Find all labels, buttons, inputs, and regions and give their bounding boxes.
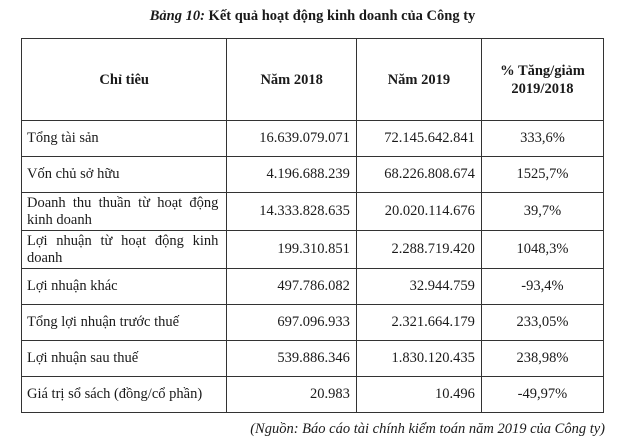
row-change: 238,98% [481, 341, 603, 377]
table-header-row [22, 39, 604, 121]
header-change: % Tăng/giảm 2019/2018 [481, 39, 603, 121]
caption-title: Kết quả hoạt động kinh doanh của Công ty [208, 8, 476, 24]
row-value-2018: 199.310.851 [227, 231, 357, 269]
row-item: Giá trị sổ sách (đồng/cổ phần) [22, 377, 227, 413]
row-value-2019: 2.321.664.179 [356, 305, 481, 341]
row-change: 1048,3% [481, 231, 603, 269]
row-item: Tổng lợi nhuận trước thuế [22, 305, 227, 341]
row-change: -49,97% [481, 377, 603, 413]
table-row [22, 341, 604, 377]
business-results-table [21, 38, 604, 413]
row-value-2019: 10.496 [356, 377, 481, 413]
row-value-2019: 72.145.642.841 [356, 121, 481, 157]
table-row [22, 121, 604, 157]
row-value-2019: 20.020.114.676 [356, 193, 481, 231]
row-value-2018: 20.983 [227, 377, 357, 413]
table-caption [0, 8, 625, 25]
row-value-2019: 68.226.808.674 [356, 157, 481, 193]
row-value-2019: 32.944.759 [356, 269, 481, 305]
header-item: Chỉ tiêu [22, 39, 227, 121]
row-value-2018: 497.786.082 [227, 269, 357, 305]
caption-lead: Bảng 10: [149, 8, 205, 24]
table-row [22, 269, 604, 305]
table-row [22, 193, 604, 231]
row-value-2018: 14.333.828.635 [227, 193, 357, 231]
row-item: Tổng tài sản [22, 121, 227, 157]
table-row [22, 377, 604, 413]
table-row [22, 231, 604, 269]
row-item: Lợi nhuận sau thuế [22, 341, 227, 377]
row-value-2019: 2.288.719.420 [356, 231, 481, 269]
row-value-2018: 697.096.933 [227, 305, 357, 341]
row-change: 333,6% [481, 121, 603, 157]
row-change: 39,7% [481, 193, 603, 231]
table-row [22, 157, 604, 193]
row-value-2018: 16.639.079.071 [227, 121, 357, 157]
header-2018: Năm 2018 [227, 39, 357, 121]
row-item: Lợi nhuận từ hoạt động kinh doanh [22, 231, 227, 269]
row-item: Vốn chủ sở hữu [22, 157, 227, 193]
row-value-2018: 539.886.346 [227, 341, 357, 377]
row-value-2018: 4.196.688.239 [227, 157, 357, 193]
row-change: 233,05% [481, 305, 603, 341]
row-item: Doanh thu thuần từ hoạt động kinh doanh [22, 193, 227, 231]
row-value-2019: 1.830.120.435 [356, 341, 481, 377]
row-item: Lợi nhuận khác [22, 269, 227, 305]
source-note: (Nguồn: Báo cáo tài chính kiểm toán năm 2019 của Công ty) [250, 421, 605, 437]
table-row [22, 305, 604, 341]
header-2019: Năm 2019 [356, 39, 481, 121]
row-change: -93,4% [481, 269, 603, 305]
row-change: 1525,7% [481, 157, 603, 193]
